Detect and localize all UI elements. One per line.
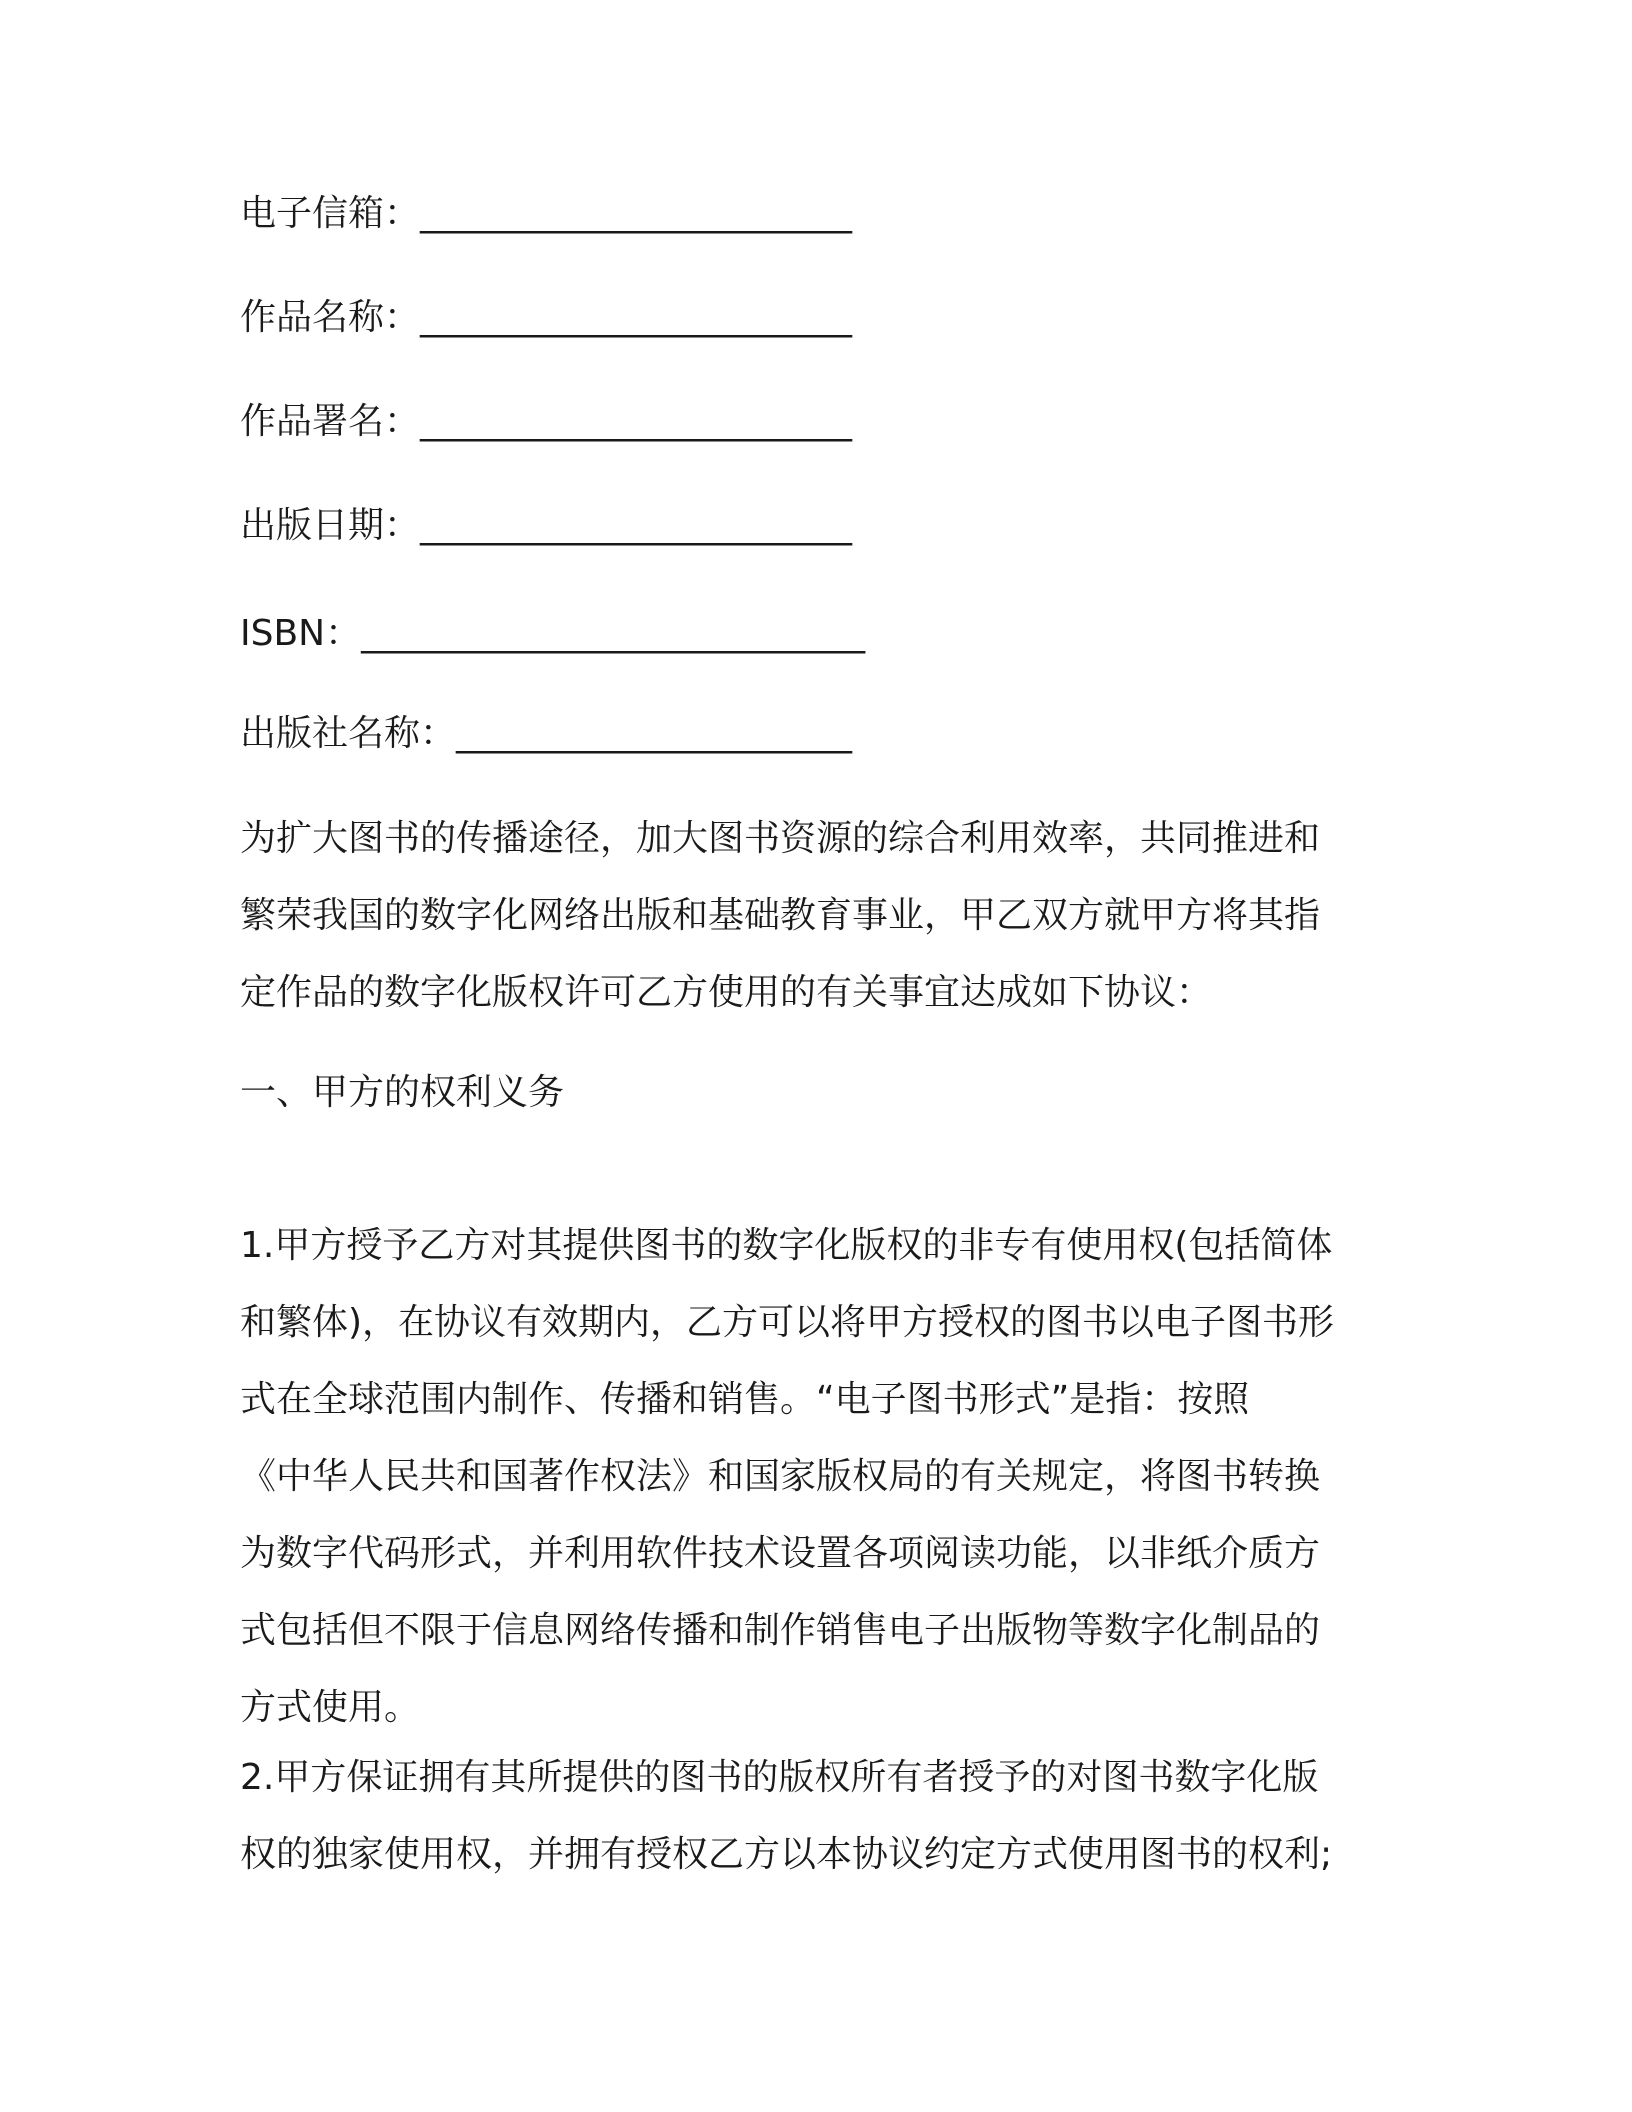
field-label: 出版社名称：	[240, 713, 457, 754]
field-label: ISBN：	[240, 613, 362, 654]
section-heading	[240, 1054, 1380, 1131]
field-label: 电子信箱：	[240, 193, 421, 234]
publish-date-field	[240, 502, 852, 550]
text-line: 为数字代码形式，并利用软件技术设置各项阅读功能，以非纸介质方	[240, 1533, 1321, 1574]
clause-2-paragraph	[240, 1739, 1380, 1893]
work-title-field	[240, 294, 852, 342]
text-line: 式在全球范围内制作、传播和销售。“电子图书形式”是指：按照	[240, 1379, 1250, 1420]
email-field	[240, 190, 852, 238]
text-line: 和繁体)，在协议有效期内，乙方可以将甲方授权的图书以电子图书形	[240, 1302, 1335, 1343]
text-line: 1.甲方授予乙方对其提供图书的数字化版权的非专有使用权(包括简体	[240, 1225, 1333, 1266]
text-line: 为扩大图书的传播途径，加大图书资源的综合利用效率，共同推进和	[240, 818, 1321, 859]
isbn-field	[240, 610, 865, 658]
field-blank: ________________________	[420, 505, 853, 546]
text-line: 权的独家使用权，并拥有授权乙方以本协议约定方式使用图书的权利;	[240, 1834, 1333, 1875]
field-blank: ________________________	[420, 401, 853, 442]
clause-1-paragraph	[240, 1207, 1380, 1746]
text-line: 式包括但不限于信息网络传播和制作销售电子出版物等数字化制品的	[240, 1610, 1321, 1651]
work-author-field	[240, 398, 852, 446]
field-blank: ________________________	[420, 193, 853, 234]
text-line: 方式使用。	[240, 1687, 421, 1728]
text-line: 繁荣我国的数字化网络出版和基础教育事业，甲乙双方就甲方将其指	[240, 895, 1321, 936]
field-label: 作品署名：	[240, 401, 421, 442]
text-line: 《中华人民共和国著作权法》和国家版权局的有关规定，将图书转换	[240, 1456, 1321, 1497]
publisher-name-field	[240, 710, 852, 758]
text-line: 2.甲方保证拥有其所提供的图书的版权所有者授予的对图书数字化版	[240, 1757, 1319, 1798]
heading-text: 一、甲方的权利义务	[240, 1072, 565, 1113]
intro-paragraph	[240, 800, 1380, 1031]
text-line: 定作品的数字化版权许可乙方使用的有关事宜达成如下协议：	[240, 972, 1213, 1013]
field-label: 作品名称：	[240, 297, 421, 338]
field-blank: ____________________________	[361, 613, 866, 654]
field-blank: ________________________	[420, 297, 853, 338]
field-label: 出版日期：	[240, 505, 421, 546]
field-blank: ______________________	[456, 713, 853, 754]
